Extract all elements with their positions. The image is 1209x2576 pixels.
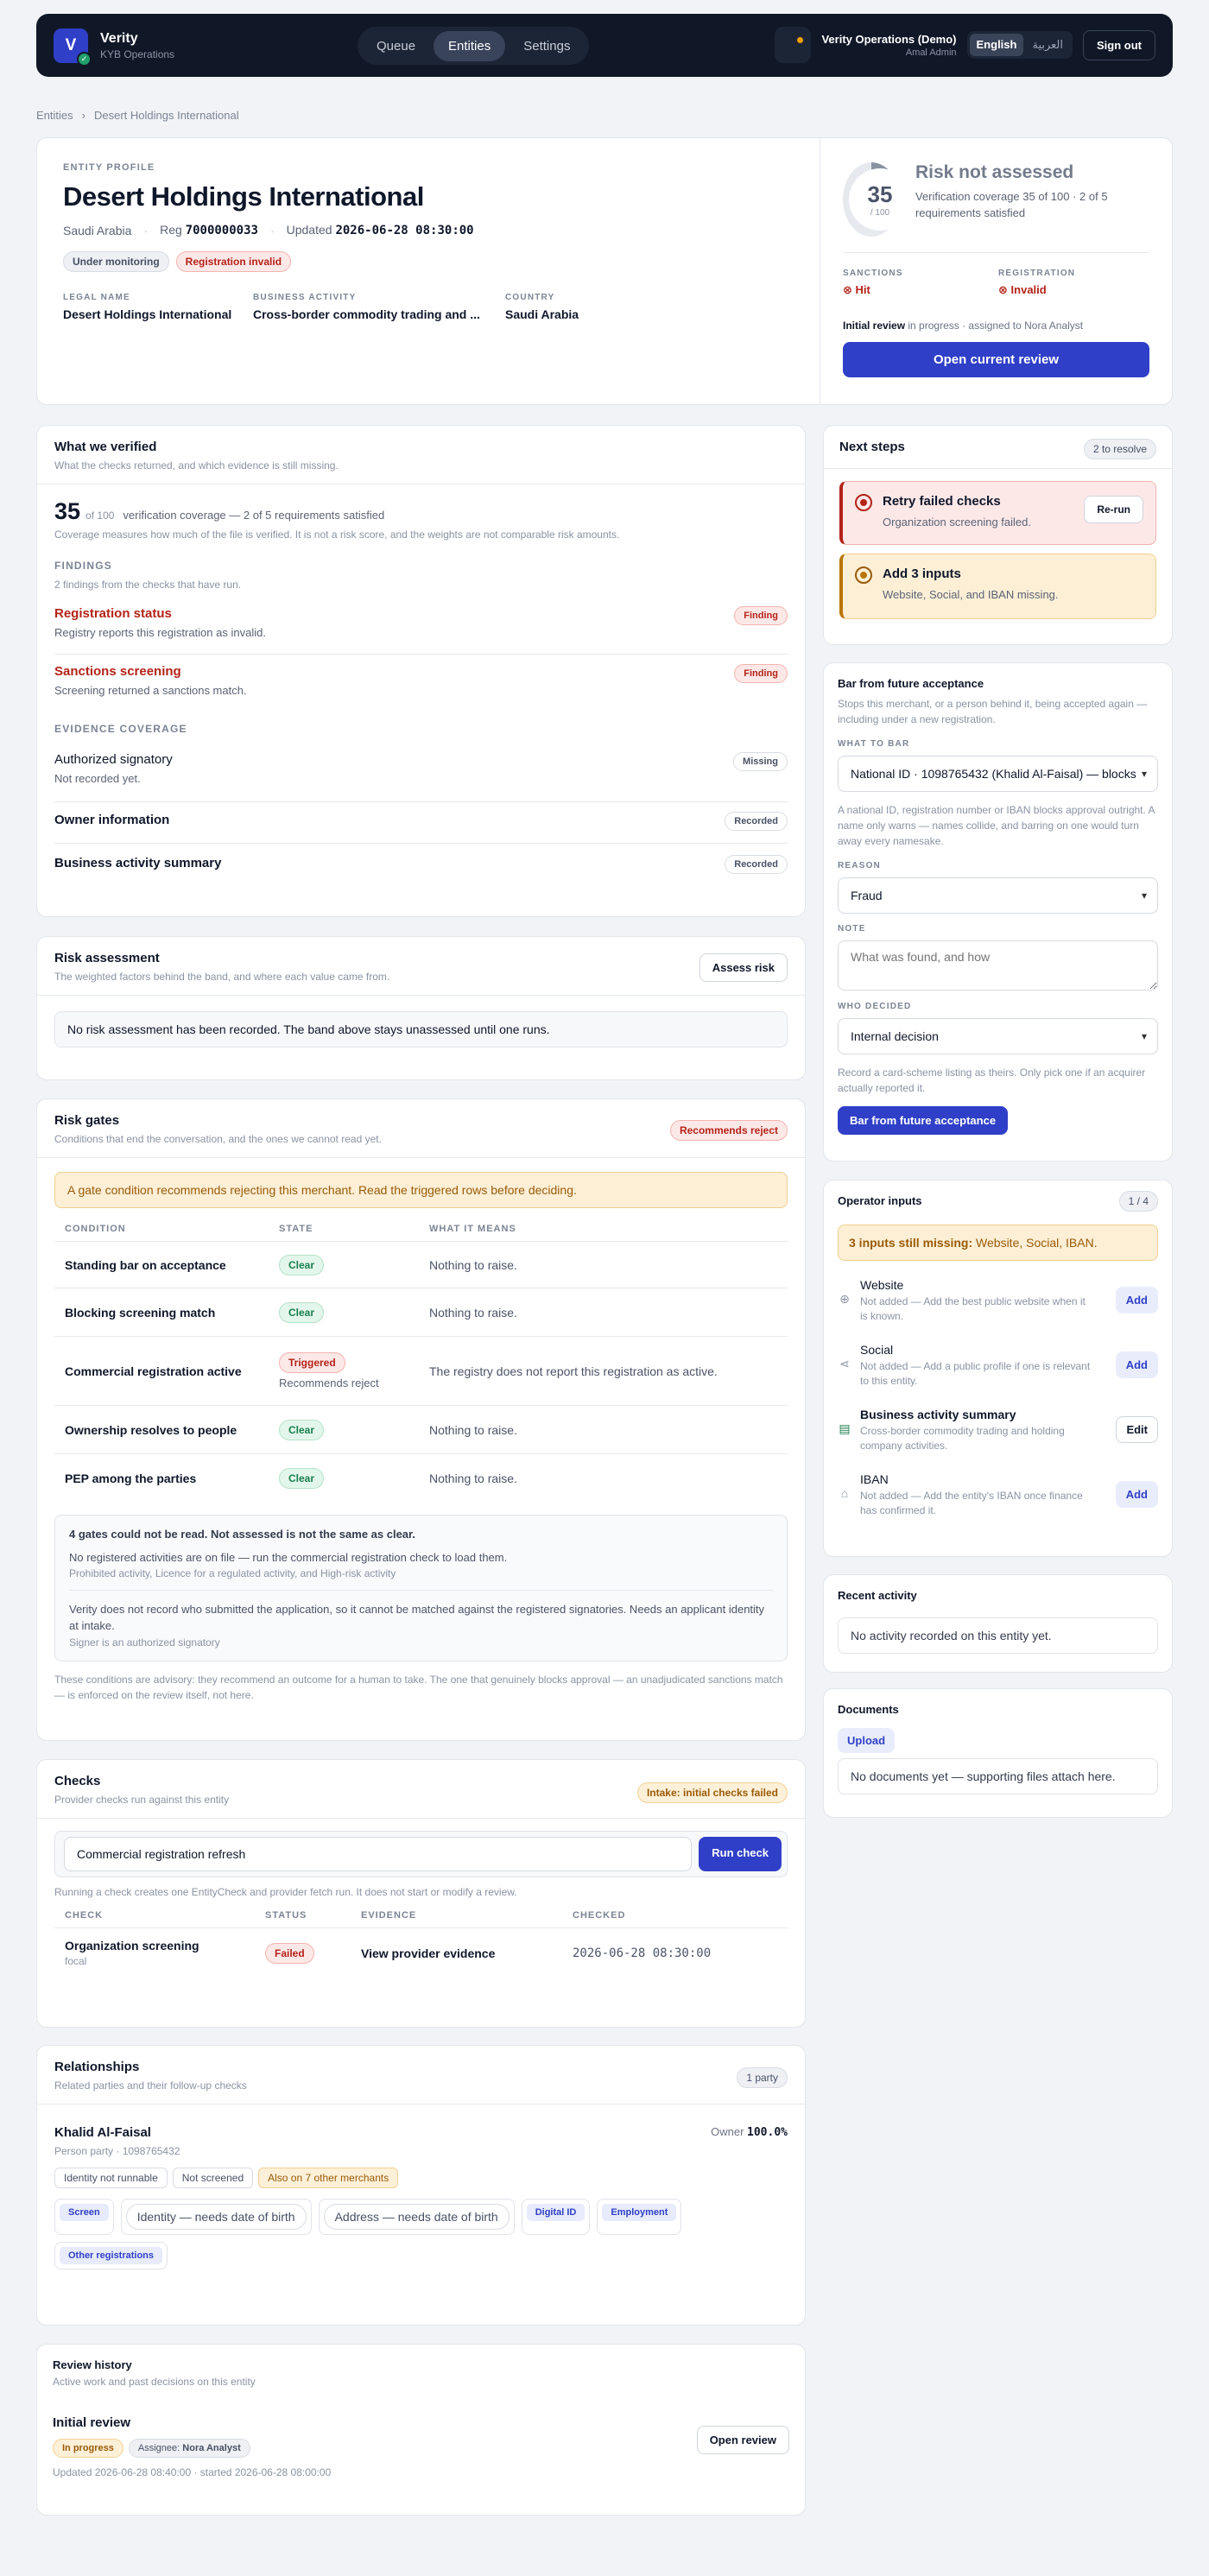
- review-status-badge: In progress: [53, 2439, 123, 2458]
- profile-main: [37, 138, 820, 404]
- table-row: Organization screening focal Failed View provider evidence 2026-06-28 08:30:00: [54, 1928, 788, 1978]
- identity-check-button[interactable]: Identity — needs date of birth: [126, 2204, 307, 2230]
- top-bar: [36, 14, 1173, 77]
- risk-gates-card: Risk gates Conditions that end the conversation, and the ones we cannot read yet. Recommends reject A gate condition recommends rejecting this merchant. Read the triggered rows before deciding. CONDITION STATE WHAT IT MEANS Standing bar on acceptance Clear Nothing to raise. Blocking screening match Clear Nothing to raise. Commercial registration active Triggered Recommends reject The registry does not report this registration as active. Ownership resolves to people Clear Nothing to raise. PEP among the parties Clear Nothing to raise. 4 gates could not be read. Not assessed is not the same as clear. No registered activities are on file — run the commercial registration check to load them. Prohibited activity, Licence for a regulated activity, and High-risk activity Verity does not record who submitted the application, so it cannot be matched against the registered signatories. Needs an applicant identity at intake. Signer is an authorized signatory These conditions are advisory: they recommend an outcome for a human to take. The one that genuinely blocks approval — an unadjudicated sanctions match — is enforced on the review itself, not here.: [36, 1098, 806, 1741]
- alert-circle-icon: [855, 494, 872, 511]
- table-row: Commercial registration active Triggered Recommends reject The registry does not report this registration as active.: [54, 1337, 788, 1406]
- verified-card: What we verified What the checks returned, and which evidence is still missing. 35 of 100 verification coverage — 2 of 5 requirements satisfied Coverage measures how much of the file is verified. It is not a risk score, and the weights are not comparable risk amounts. FINDINGS 2 findings from the checks that have run. Registration status Registry reports this registration as invalid. Finding Sanctions screening Screening returned a sanctions match. Finding EVIDENCE COVERAGE Authorized signatory Not recorded yet. Missing Owner information Recorded Business activity summary Recorded: [36, 425, 806, 917]
- evidence-row: Authorized signatory Not recorded yet. Missing: [54, 752, 788, 802]
- unread-gates: 4 gates could not be read. Not assessed is not the same as clear. No registered activities are on file — run the commercial registration check to load them. Prohibited activity, Licence for a regulated activity, and High-risk activity Verity does not record who submitted the application, so it cannot be matched against the registered signatories. Needs an applicant identity at intake. Signer is an authorized signatory: [54, 1515, 788, 1661]
- bar-submit-button[interactable]: Bar from future acceptance: [838, 1106, 1008, 1135]
- inputs-count-badge: 1 / 4: [1119, 1191, 1158, 1212]
- sanctions-value: Hit: [855, 283, 870, 296]
- profile-eyebrow: ENTITY PROFILE: [63, 162, 155, 173]
- table-row: Ownership resolves to people Clear Nothing to raise.: [54, 1406, 788, 1454]
- page-title: Desert Holdings International: [63, 181, 424, 212]
- lang-arabic[interactable]: العربية: [1032, 38, 1063, 51]
- share-icon: ⋖: [839, 1357, 850, 1370]
- field-business-activity: BUSINESS ACTIVITY Cross-border commodity trading and ...: [253, 293, 480, 321]
- coverage-score: 35: [54, 498, 81, 524]
- relationships-card: Relationships Related parties and their follow-up checks 1 party Khalid Al-Faisal Person party · 1098765432 Owner 100.0% Identity not runnable Not screened Also on 7 other merchants Screen Identity — needs date of birth Address — needs date of birth Digital ID Employment Other registrations: [36, 2045, 806, 2326]
- review-history-title: Review history: [53, 2358, 132, 2371]
- note-textarea[interactable]: [838, 940, 1158, 991]
- next-steps-card: [823, 425, 1173, 645]
- chevron-down-icon: ▾: [1141, 768, 1147, 780]
- documents-card: [823, 1688, 1173, 1818]
- gates-table: CONDITION STATE WHAT IT MEANS Standing bar on acceptance Clear Nothing to raise. Blocking screening match Clear Nothing to raise. Commercial registration active Triggered Recommends reject The registry does not report this registration as active. Ownership resolves to people Clear Nothing to raise. PEP among the parties Clear Nothing to raise.: [54, 1217, 788, 1503]
- risk-flags: [843, 269, 1149, 297]
- add-website-button[interactable]: Add: [1116, 1287, 1158, 1313]
- run-check-bar: [54, 1831, 788, 1877]
- party-tags: Identity not runnable Not screened Also on 7 other merchants: [54, 2168, 788, 2188]
- breadcrumb-current: Desert Holdings International: [93, 109, 239, 122]
- input-item-business-activity: ▤ Business activity summary Cross-border commodity trading and holding company activities. Edit: [838, 1408, 1158, 1453]
- next-step-item: Retry failed checks Organization screening failed. Re-run: [839, 481, 1156, 545]
- sanctions-label: SANCTIONS: [843, 269, 903, 278]
- verified-subtitle: What the checks returned, and which evidence is still missing.: [54, 459, 339, 472]
- review-history-card: Review history Active work and past decisions on this entity Initial review In progress Assignee: Nora Analyst Updated 2026-06-28 08:40:00 · started 2026-06-28 08:00:00 Open review: [36, 2344, 806, 2516]
- checks-table: CHECK STATUS EVIDENCE CHECKED Organization screening focal Failed View provider evidence 2026-06-28 08:30:00: [54, 1903, 788, 1978]
- evidence-row: Owner information Recorded: [54, 802, 788, 844]
- open-review-button[interactable]: Open review: [697, 2426, 789, 2454]
- bar-target-select[interactable]: National ID · 1098765432 (Khalid Al-Faisal) — blocks ▾: [838, 756, 1158, 792]
- gates-badge: Recommends reject: [670, 1120, 788, 1141]
- state-badge: Clear: [279, 1255, 324, 1275]
- evidence-badge: Missing: [733, 752, 788, 771]
- chevron-down-icon: ▾: [1141, 889, 1147, 902]
- review-status: Initial review in progress · assigned to Nora Analyst: [843, 320, 1084, 332]
- screen-button[interactable]: Screen: [60, 2204, 109, 2221]
- party-actions: [54, 2199, 763, 2269]
- gauge-max: / 100: [870, 208, 890, 218]
- brand-subtitle: KYB Operations: [100, 47, 175, 60]
- next-steps-badge: 2 to resolve: [1084, 439, 1156, 459]
- finding-badge: Finding: [734, 664, 788, 683]
- bar-card: Bar from future acceptance Stops this merchant, or a person behind it, being accepted again — including under a new registration. WHAT TO BAR National ID · 1098765432 (Khalid Al-Faisal) — blocks ▾ A national ID, registration number or IBAN blocks approval outright. A name only warns — names collide, and barring on one would turn away every namesake. REASON Fraud ▾ NOTE What was found, and how WHO DECIDED Internal decision ▾ Record a card-scheme listing as theirs. Only pick one if an acquirer actually reported it. Bar from future acceptance: [823, 662, 1173, 1161]
- breadcrumb-entities[interactable]: Entities: [36, 109, 73, 122]
- reg-number: 7000000033: [185, 224, 258, 237]
- recent-activity-card: [823, 1574, 1173, 1673]
- risk-assessment-title: Risk assessment: [54, 951, 160, 965]
- user-name: Amal Admin: [905, 47, 957, 58]
- registration-value: Invalid: [1010, 283, 1047, 296]
- party-count-badge: 1 party: [737, 2067, 788, 2088]
- coverage-summary: 35 of 100 verification coverage — 2 of 5 requirements satisfied: [54, 498, 385, 524]
- main-nav: [358, 27, 589, 65]
- review-item: Initial review In progress Assignee: Nora Analyst Updated 2026-06-28 08:40:00 · started 2026-06-28 08:00:00 Open review: [53, 2415, 789, 2478]
- registration-label: REGISTRATION: [998, 269, 1076, 278]
- next-step-item: Add 3 inputs Website, Social, and IBAN missing.: [839, 554, 1156, 619]
- party-row: Khalid Al-Faisal Person party · 1098765432 Owner 100.0% Identity not runnable Not screened Also on 7 other merchants Screen Identity — needs date of birth Address — needs date of birth Digital ID Employment Other registrations: [37, 2104, 805, 2290]
- edit-business-activity-button[interactable]: Edit: [1116, 1416, 1158, 1443]
- evidence-label: EVIDENCE COVERAGE: [54, 723, 187, 735]
- account-info: [821, 33, 956, 58]
- input-item-iban: ⌂ IBAN Not added — Add the entity's IBAN once finance has confirmed it. Add: [838, 1472, 1158, 1518]
- table-row: Blocking screening match Clear Nothing to raise.: [54, 1288, 788, 1337]
- findings-label: FINDINGS: [54, 560, 112, 572]
- checks-badge: Intake: initial checks failed: [637, 1782, 788, 1803]
- next-steps-title: Next steps: [839, 440, 905, 454]
- header-right: [775, 27, 1155, 63]
- reg-label: Reg: [160, 223, 182, 237]
- review-item-title: Initial review: [53, 2415, 131, 2430]
- risk-panel: [820, 138, 1172, 404]
- verified-check-icon: ✓: [77, 52, 92, 66]
- state-badge: Clear: [279, 1302, 324, 1323]
- risk-assessment-empty: No risk assessment has been recorded. The band above stays unassessed until one runs.: [54, 1011, 788, 1047]
- relationships-title: Relationships: [54, 2060, 140, 2074]
- tab-settings[interactable]: Settings: [523, 38, 571, 54]
- state-badge: Clear: [279, 1420, 324, 1440]
- bar-title: Bar from future acceptance: [838, 677, 984, 690]
- recent-activity-title: Recent activity: [838, 1589, 917, 1602]
- finding-row: Sanctions screening Screening returned a sanctions match. Finding: [54, 664, 788, 704]
- evidence-badge: Recorded: [725, 855, 788, 874]
- add-social-button[interactable]: Add: [1116, 1351, 1158, 1378]
- sign-out-button[interactable]: Sign out: [1083, 30, 1155, 60]
- profile-badges: [63, 251, 794, 272]
- assess-risk-button[interactable]: Assess risk: [699, 953, 788, 982]
- language-switcher: [967, 31, 1073, 59]
- party-name: Khalid Al-Faisal: [54, 2125, 151, 2140]
- tab-queue[interactable]: Queue: [377, 38, 416, 54]
- state-badge: Clear: [279, 1468, 324, 1489]
- updated-date: 2026-06-28 08:30:00: [335, 224, 474, 237]
- verified-title: What we verified: [54, 440, 157, 454]
- digital-id-button[interactable]: Digital ID: [527, 2204, 586, 2221]
- checks-note: Running a check creates one EntityCheck and provider fetch run. It does not start or modify a review.: [54, 1886, 517, 1898]
- check-select[interactable]: Commercial registration refresh: [64, 1837, 692, 1871]
- status-badge-monitoring: Under monitoring: [63, 251, 169, 272]
- checks-title: Checks: [54, 1774, 101, 1788]
- evidence-row: Business activity summary Recorded: [54, 844, 788, 882]
- view-evidence-link[interactable]: View provider evidence: [361, 1946, 496, 1960]
- profile-country: Saudi Arabia: [63, 223, 132, 237]
- chevron-right-icon: ›: [81, 109, 85, 122]
- finding-badge: Finding: [734, 606, 788, 625]
- assignee-badge: Assignee: Nora Analyst: [129, 2439, 250, 2458]
- risk-title: Risk not assessed: [915, 162, 1074, 182]
- open-current-review-button[interactable]: Open current review: [843, 342, 1149, 377]
- gates-footer: These conditions are advisory: they recommend an outcome for a human to take. The one that genuinely blocks approval — an unadjudicated sanctions match — is enforced on the review itself, not here.: [54, 1673, 783, 1701]
- who-decided-select[interactable]: Internal decision ▾: [838, 1018, 1158, 1054]
- gates-alert: A gate condition recommends rejecting this merchant. Read the triggered rows before deciding.: [54, 1172, 788, 1208]
- coverage-gauge: [843, 162, 900, 237]
- employment-button[interactable]: Employment: [602, 2204, 676, 2221]
- bank-icon: ⌂: [840, 1486, 849, 1500]
- operator-inputs-title: Operator inputs: [838, 1194, 922, 1207]
- globe-icon: ⊕: [839, 1292, 850, 1306]
- notifications-icon[interactable]: [775, 27, 811, 63]
- field-country: COUNTRY Saudi Arabia: [505, 293, 579, 321]
- status-badge-registration: Registration invalid: [176, 251, 291, 272]
- alert-circle-icon: ⊗: [998, 283, 1008, 296]
- run-check-button[interactable]: Run check: [699, 1837, 782, 1871]
- breadcrumb: [36, 109, 239, 122]
- tab-entities[interactable]: Entities: [434, 31, 505, 61]
- other-registrations-button[interactable]: Other registrations: [60, 2247, 162, 2264]
- profile-meta: Saudi Arabia · Reg 7000000033 · Updated 2026-06-28 08:30:00: [63, 223, 474, 237]
- input-item-website: ⊕ Website Not added — Add the best public website when it is known. Add: [838, 1278, 1158, 1324]
- upload-button[interactable]: Upload: [838, 1728, 895, 1753]
- rerun-button[interactable]: Re-run: [1084, 496, 1143, 523]
- state-badge: Triggered: [279, 1352, 345, 1373]
- reason-select[interactable]: Fraud ▾: [838, 877, 1158, 914]
- brand-name: Verity: [100, 30, 138, 46]
- inputs-alert: 3 inputs still missing: Website, Social, IBAN.: [838, 1225, 1158, 1261]
- brand: [100, 31, 174, 60]
- field-legal-name: LEGAL NAME Desert Holdings International: [63, 293, 232, 321]
- address-check-button[interactable]: Address — needs date of birth: [324, 2204, 510, 2230]
- input-item-social: ⋖ Social Not added — Add a public profile if one is relevant to this entity. Add: [838, 1343, 1158, 1389]
- evidence-badge: Recorded: [725, 812, 788, 831]
- document-icon: ▤: [839, 1421, 851, 1435]
- risk-assessment-card: Risk assessment The weighted factors behind the band, and where each value came from. Assess risk No risk assessment has been recorded. The band above stays unassessed until one runs.: [36, 936, 806, 1080]
- gauge-score: 35: [867, 181, 893, 207]
- finding-row: Registration status Registry reports this registration as invalid. Finding: [54, 606, 788, 655]
- chevron-down-icon: ▾: [1141, 1030, 1147, 1042]
- updated-label: Updated: [286, 223, 332, 237]
- table-row: PEP among the parties Clear Nothing to raise.: [54, 1454, 788, 1503]
- table-row: Standing bar on acceptance Clear Nothing to raise.: [54, 1242, 788, 1288]
- risk-gates-title: Risk gates: [54, 1113, 120, 1128]
- add-iban-button[interactable]: Add: [1116, 1481, 1158, 1508]
- pending-circle-icon: [855, 566, 872, 584]
- profile-fields: [63, 293, 794, 321]
- status-badge: Failed: [265, 1943, 314, 1964]
- coverage-note: Coverage measures how much of the file is verified. It is not a risk score, and the weights are not comparable risk amounts.: [54, 528, 620, 541]
- documents-empty: No documents yet — supporting files attach here.: [838, 1758, 1158, 1794]
- alert-circle-icon: ⊗: [843, 283, 852, 296]
- org-name: Verity Operations (Demo): [821, 32, 957, 46]
- documents-title: Documents: [838, 1703, 899, 1716]
- operator-inputs-card: [823, 1180, 1173, 1557]
- app-logo: V ✓: [54, 28, 88, 63]
- checks-card: Checks Provider checks run against this entity Intake: initial checks failed Commercial registration refresh Run check Running a check creates one EntityCheck and provider fetch run. It does not start or modify a review. CHECK STATUS EVIDENCE CHECKED Organization screening focal Failed View provider evidence 2026-06-28 08:30:00: [36, 1759, 806, 2028]
- recent-activity-empty: No activity recorded on this entity yet.: [838, 1617, 1158, 1654]
- risk-desc: Verification coverage 35 of 100 · 2 of 5 requirements satisfied: [915, 190, 1108, 219]
- lang-english[interactable]: English: [970, 34, 1024, 56]
- entity-profile-card: [36, 137, 1173, 405]
